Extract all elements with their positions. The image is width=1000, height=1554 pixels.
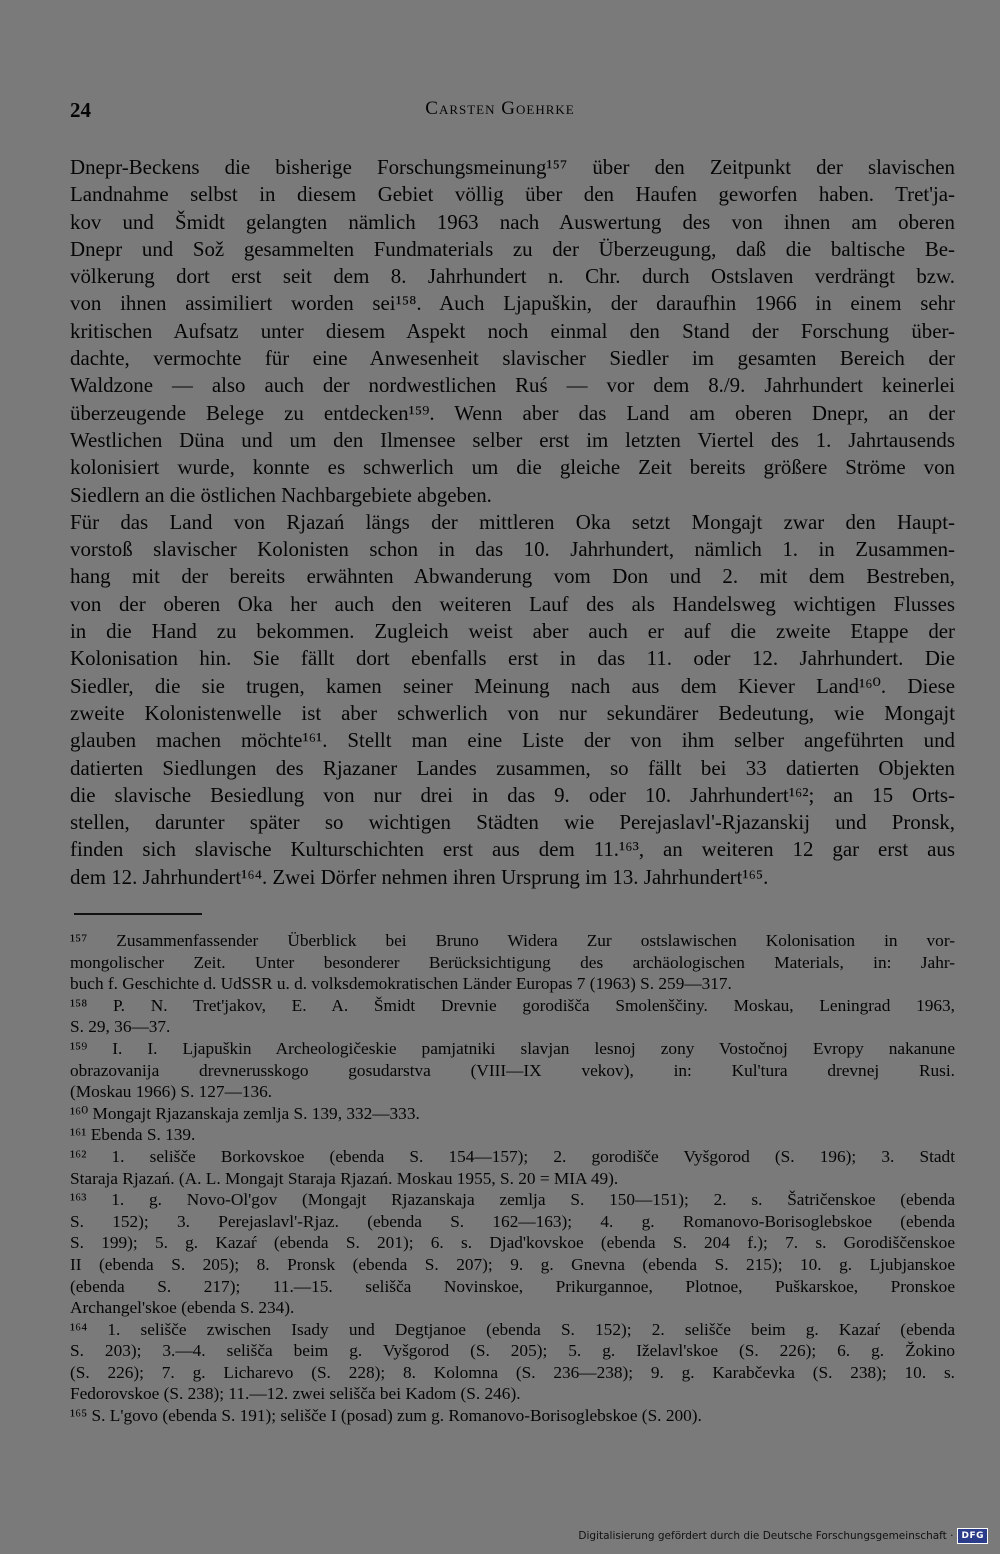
text-line: Für das Land von Rjazań längs der mittleren Oka setzt Mongajt zwar den Haupt- <box>70 509 955 534</box>
footnotes <box>70 930 955 1427</box>
footnote-line: Archangel'skoe (ebenda S. 234). <box>70 1298 295 1318</box>
footnote-line: (ebenda S. 217); 11.—15. selišča Novinskoe, Prikurgannoe, Plotnoe, Puškarskoe, Pronskoe <box>70 1276 955 1296</box>
credit-text: Digitalisierung gefördert durch die Deutsche Forschungsgemeinschaft · <box>578 1530 954 1542</box>
footnote-line: ¹⁶³ 1. g. Novo-Ol'gov (Mongajt Rjazanskaja zemlja S. 150—151); 2. s. Šatričenskoe (ebenda <box>70 1190 955 1210</box>
footnote-line: ¹⁶⁴ 1. selišče zwischen Isady und Degtjanoe (ebenda S. 152); 2. selišče beim g. Kazaŕ (ebenda <box>70 1319 955 1339</box>
footnote-line: S. 29, 36—37. <box>70 1017 171 1037</box>
text-line: kritischen Aufsatz unter diesem Aspekt noch einmal den Stand der Forschung über- <box>70 318 955 343</box>
footnote-line: ¹⁶¹ Ebenda S. 139. <box>70 1125 196 1145</box>
text-line: die slavische Besiedlung von nur drei in das 9. oder 10. Jahrhundert¹⁶²; an 15 Orts- <box>70 782 955 807</box>
footnote-line: mongolischer Zeit. Unter besonderer Berücksichtigung des archäologischen Materials, in: Jahr- <box>70 952 955 972</box>
text-line: stellen, darunter später so wichtigen Städten wie Perejaslavl'-Rjazanskij und Pronsk, <box>70 810 955 835</box>
text-line: kov und Šmidt gelangten nämlich 1963 nach Auswertung des von ihnen am oberen <box>70 209 955 234</box>
footnote-line: Staraja Rjazań. (A. L. Mongajt Staraja Rjazań. Moskau 1955, S. 20 = MIA 49). <box>70 1168 619 1188</box>
text-line: Siedler, die sie trugen, kamen seiner Meinung nach aus dem Kiever Land¹⁶⁰. Diese <box>70 673 955 698</box>
footnote-line: ¹⁶⁰ Mongajt Rjazanskaja zemlja S. 139, 332—333. <box>70 1103 420 1123</box>
footnote-line: S. 199); 5. g. Kazaŕ (ebenda S. 201); 6. s. Djad'kovskoe (ebenda S. 204 f.); 7. s. Gorodiščenskoe <box>70 1233 955 1253</box>
digitization-credit <box>578 1526 988 1546</box>
page-number: 24 <box>70 98 91 122</box>
text-line: von ihnen assimiliert worden sei¹⁵⁸. Auch Ljapuškin, der daraufhin 1966 in einem sehr <box>70 291 955 316</box>
footnote-line: Fedorovskoe (S. 238); 11.—12. zwei selišča bei Kadom (S. 246). <box>70 1384 521 1404</box>
text-line: Siedlern an die östlichen Nachbargebiete abgeben. <box>70 482 492 507</box>
text-line: Dnepr-Beckens die bisherige Forschungsmeinung¹⁵⁷ über den Zeitpunkt der slavischen <box>70 155 955 179</box>
text-line: datierten Siedlungen des Rjazaner Landes zusammen, so fällt bei 33 datierten Objekten <box>70 755 955 780</box>
footnote-line: (S. 226); 7. g. Licharevo (S. 228); 8. Kolomna (S. 236—238); 9. g. Karabčevka (S. 238); 10. s. <box>70 1362 955 1382</box>
footnote-line: obrazovanija drevnerusskogo gosudarstva (VIII—IX vekov), in: Kul'tura drevnej Rusi. <box>70 1060 955 1080</box>
text-line: Kolonisation hin. Sie fällt dort ebenfalls erst in das 11. oder 12. Jahrhundert. Die <box>70 646 955 671</box>
footnote-line: ¹⁵⁹ I. I. Ljapuškin Archeologičeskie pamjatniki slavjan lesnoj zony Vostočnoj Evropy nakanune <box>70 1038 955 1058</box>
dfg-logo: DFG <box>957 1528 988 1544</box>
running-head: Carsten Goehrke <box>425 98 575 119</box>
text-line: Waldzone — also auch der nordwestlichen Ruś — vor dem 8./9. Jahrhundert keinerlei <box>70 373 955 398</box>
main-text <box>70 154 955 891</box>
footnote-line: ¹⁵⁸ P. N. Tret'jakov, E. A. Šmidt Drevnie gorodišča Smolenščiny. Moskau, Leningrad 1963, <box>70 995 955 1015</box>
text-line: vorstoß slavischer Kolonisten schon in das 10. Jahrhundert, nämlich 1. in Zusammen- <box>70 537 955 562</box>
text-line: kolonisiert wurde, konnte es schwerlich um die gleiche Zeit bereits größere Ströme von <box>70 455 955 480</box>
footnote-line: (Moskau 1966) S. 127—136. <box>70 1082 273 1102</box>
text-line: Westlichen Düna und um den Ilmensee selber erst im letzten Viertel des 1. Jahrtausends <box>70 427 955 452</box>
footnote-line: II (ebenda S. 205); 8. Pronsk (ebenda S. 207); 9. g. Gnevna (ebenda S. 215); 10. g. Ljubjanskoe <box>70 1254 955 1274</box>
text-line: von der oberen Oka her auch den weiteren Lauf des als Handelsweg wichtigen Flusses <box>70 591 955 616</box>
text-line: Landnahme selbst in diesem Gebiet völlig über den Haufen geworfen haben. Tret'ja- <box>70 182 955 207</box>
text-line: Dnepr und Sož gesammelten Fundmaterials zu der Überzeugung, daß die baltische Be- <box>70 236 955 261</box>
text-line: glauben machen möchte¹⁶¹. Stellt man eine Liste der von ihm selber angeführten und <box>70 728 955 753</box>
text-line: hang mit der bereits erwähnten Abwanderung vom Don und 2. mit dem Bestreben, <box>70 564 955 589</box>
text-line: dachte, vermochte für eine Anwesenheit slavischer Siedler im gesamten Bereich der <box>70 346 955 371</box>
text-line: in die Hand zu bekommen. Zugleich weist aber auch er auf die zweite Etappe der <box>70 619 955 644</box>
text-line: finden sich slavische Kulturschichten erst aus dem 11.¹⁶³, an weiteren 12 gar erst aus <box>70 837 955 862</box>
text-line: dem 12. Jahrhundert¹⁶⁴. Zwei Dörfer nehmen ihren Ursprung im 13. Jahrhundert¹⁶⁵. <box>70 864 769 889</box>
footnote-line: buch f. Geschichte d. UdSSR u. d. volksdemokratischen Länder Europas 7 (1963) S. 259—317. <box>70 974 732 994</box>
footnote-line: ¹⁶⁵ S. L'govo (ebenda S. 191); selišče I (posad) zum g. Romanovo-Borisoglebskoe (S. 200). <box>70 1406 702 1426</box>
footnote-line: ¹⁶² 1. selišče Borkovskoe (ebenda S. 154—157); 2. gorodišče Vyšgorod (S. 196); 3. Stadt <box>70 1146 955 1166</box>
footnote-line: S. 152); 3. Perejaslavl'-Rjaz. (ebenda S. 162—163); 4. g. Romanovo-Borisoglebskoe (ebenda <box>70 1211 955 1231</box>
footnote-separator <box>74 913 202 915</box>
text-line: zweite Kolonistenwelle ist aber schwerlich von nur sekundärer Bedeutung, wie Mongajt <box>70 700 955 725</box>
footnote-line: ¹⁵⁷ Zusammenfassender Überblick bei Bruno Widera Zur ostslawischen Kolonisation in vor- <box>70 931 955 950</box>
text-line: völkerung dort erst seit dem 8. Jahrhundert n. Chr. durch Ostslaven verdrängt bzw. <box>70 264 955 289</box>
footnote-line: S. 203); 3.—4. selišča beim g. Vyšgorod (S. 205); 5. g. Iželavl'skoe (S. 226); 6. g. Žokino <box>70 1341 955 1361</box>
text-line: überzeugende Belege zu entdecken¹⁵⁹. Wenn aber das Land am oberen Dnepr, an der <box>70 400 955 425</box>
